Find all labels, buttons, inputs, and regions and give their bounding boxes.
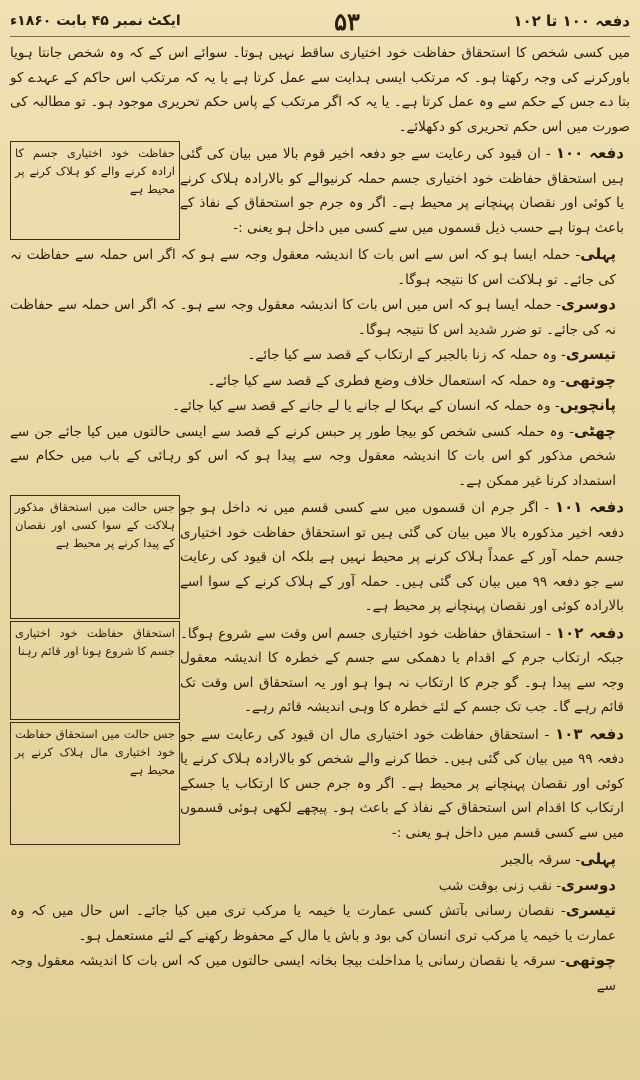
item-label: دوسری: [561, 875, 616, 894]
page-number: ۵۳: [334, 6, 360, 36]
item-text: - نقب زنی بوقت شب: [438, 877, 562, 894]
item-label: چوتھی: [565, 370, 616, 389]
list-item: [10, 292, 630, 342]
section-102-heading: دفعہ ۱۰۲: [555, 623, 625, 642]
list-item: [10, 242, 630, 292]
section-101: [10, 495, 630, 619]
item-text: - سرقہ بالجبر: [501, 852, 581, 868]
item-label: چھٹی: [573, 421, 616, 440]
list-item: [10, 393, 630, 419]
section-102-text: [180, 621, 630, 720]
section-101-heading: دفعہ ۱۰۱: [554, 498, 624, 516]
item-text: - وہ حملہ کہ زنا بالجبر کے ارتکاب کے قصد سے کیا جائے۔: [247, 347, 566, 363]
section-range: دفعہ ۱۰۰ تا ۱۰۲: [513, 12, 630, 30]
item-label: دوسری: [561, 295, 616, 313]
item-label: تیسری: [565, 901, 616, 919]
section-100-heading: دفعہ ۱۰۰: [555, 144, 624, 162]
section-103-text: [180, 722, 630, 846]
item-label: پہلی: [580, 245, 616, 263]
section-100-margin-note: حفاظت خود اختیاری جسم کا ارادہ کرنے والے کو ہلاک کرنے پر محیط ہے: [10, 141, 180, 240]
list-item: [10, 368, 630, 394]
item-text: - حملہ ایسا ہو کہ اس سے اس بات کا اندیشہ معقول وجہ سے ہو کہ اگر اس حملہ سے حفاظت نہ کی جائے۔ تو ہلاکت اس کا نتیجہ ہوگا۔: [10, 247, 616, 288]
section-100-body: - ان قیود کی رعایت سے جو دفعہ اخیر قوم بالا میں بیان کی گئی ہیں استحقاق حفاظت خود اختیاری جسم حملہ کرنیوالے کو بالارادہ ہلاک کرنے یا کوئی اور نقصان پہنچانے پر محیط ہے۔ اگر وہ جرم جو استحقاق کے نفاذ کے باعث ہوتا ہے حسب ذیل قسموں میں سے کسی میں داخل ہو یعنی :-: [180, 146, 624, 236]
section-103-margin-note: جس حالت میں استحقاق حفاظت خود اختیاری مال ہلاک کرنے پر محیط ہے: [10, 722, 180, 846]
section-103-items: [10, 847, 630, 998]
running-title: ایکٹ نمبر ۴۵ بابت ۱۸۶۰ء: [10, 13, 181, 29]
item-text: - وہ حملہ کہ استعمال خلاف وضع فطری کے قصد سے کیا جائے۔: [207, 372, 566, 389]
section-101-margin-note: جس حالت میں استحقاق مذکور ہلاکت کے سوا کسی اور نقصان کے پیدا کرنے پر محیط ہے: [10, 495, 180, 619]
item-label: پانچویں: [559, 396, 616, 414]
item-label: پہلی: [580, 850, 616, 868]
item-label: چوتھی: [565, 951, 616, 969]
section-102-margin-note: استحقاق حفاظت خود اختیاری جسم کا شروع ہونا اور قائم رہنا: [10, 621, 180, 720]
section-101-body: - اگر جرم ان قسموں میں سے کسی قسم میں نہ داخل ہو جو دفعہ اخیر مذکورہ بالا میں بیان کی گئی ہیں تو استحقاق حفاظت خود اختیاری جسم حملہ آور کے عمداً ہلاک کرنے پر محیط نہیں ہے بلکہ ان قیود کی رعایت سے جو دفعہ ۹۹ میں بیان کی گئی ہیں۔ حملہ آور کے ہلاک کرنے کے سوا اسے بالارادہ کوئی اور نقصان پہنچانے پر محیط ہے۔: [180, 500, 624, 614]
section-100: [10, 141, 630, 240]
item-text: - وہ حملہ کسی شخص کو بیجا طور پر حبس کرنے کے قصد سے ایسی حالتوں میں کیا جائے جن سے شخص مذکور کو اس بات کا اندیشہ معقول وجہ سے پیدا ہو کہ اس کو رہائی کے باب میں حکام سے استمداد کرنا غیر ممکن ہے۔: [10, 423, 616, 489]
section-102: [10, 621, 630, 720]
list-item: [10, 419, 630, 494]
intro-paragraph: میں کسی شخص کا استحقاق حفاظت خود اختیاری ساقط نہیں ہوتا۔ سوائے اس کے کہ وہ شخص جانتا ہویا باورکرنے کی وجہ رکھتا ہو۔ کہ مرتکب ایسی ہدایت سے عمل کرتا ہے یا یہ کہ مرتکب اس حاکم کے عہدے کو بتا دے جس کے حکم سے وہ عمل کرتا ہے۔ یا یہ کہ اگر مرتکب کے پاس حکم تحریری موجود ہو۔ تو مطالبہ کی صورت میں اس حکم تحریری کو دکھلائے۔: [10, 45, 630, 135]
section-103-body: - استحقاق حفاظت خود اختیاری مال ان قیود کی رعایت سے جو دفعہ ۹۹ میں بیان کی گئی ہیں۔ خطا کرنے والے شخص کو بالارادہ ہلاک کرنے یا کوئی اور نقصان پہنچانے پر محیط ہے۔ اگر وہ جرم جس کا ارتکاب یا جسکے ارتکاب کا اقدام اس استحقاق کے نفاذ کے باعث ہو۔ پیچھے لکھی ہوئی قسموں میں سے کسی قسم میں داخل ہو یعنی :-: [180, 726, 624, 841]
section-103: [10, 722, 630, 846]
list-item: [10, 948, 630, 998]
section-103-heading: دفعہ ۱۰۳: [555, 724, 625, 743]
item-text: - وہ حملہ کہ انسان کے بہکا لے جانے یا لے جانے کے قصد سے کیا جائے۔: [172, 398, 560, 414]
list-item: [10, 847, 630, 873]
section-100-items: [10, 242, 630, 493]
page-body: [10, 41, 630, 998]
list-item: [10, 342, 630, 368]
item-text: - سرقہ یا نقصان رسانی یا مداخلت بیجا بخانہ ایسی حالتوں میں کہ اس بات کا اندیشہ معقول وجہ سے: [10, 953, 616, 994]
item-label: تیسری: [565, 345, 616, 363]
page-header: [10, 6, 630, 37]
item-text: - نقصان رسانی بآتش کسی عمارت یا خیمہ یا مرکب تری میں کیا جائے۔ اس حال میں کہ وہ عمارت یا خیمہ یا مرکب تری انسان کی بود و باش یا مال کے محفوظ رکھنے کے لئے مستعمل ہو۔: [10, 903, 616, 944]
section-102-body: - استحقاق حفاظت خود اختیاری جسم اس وقت سے شروع ہوگا۔ جبکہ ارتکاب جرم کے اقدام یا دھمکی سے جسم کے خطرہ کا اندیشہ معقول وجہ سے پیدا ہو۔ گو جرم کا ارتکاب نہ ہوا ہو اور یہ استحقاق اس وقت تک قائم رہے گا۔ جب تک جسم کے لئے خطرہ کا وہی اندیشہ قائم رہے۔: [180, 625, 624, 715]
section-101-text: [180, 495, 630, 619]
list-item: [10, 898, 630, 948]
section-100-text: [180, 141, 630, 240]
item-text: - حملہ ایسا ہو کہ اس میں اس بات کا اندیشہ معقول وجہ سے ہو۔ کہ اگر اس حملہ سے حفاظت نہ کی جائے۔ تو ضرر شدید اس کا نتیجہ ہوگا۔: [10, 297, 616, 338]
list-item: [10, 873, 630, 899]
